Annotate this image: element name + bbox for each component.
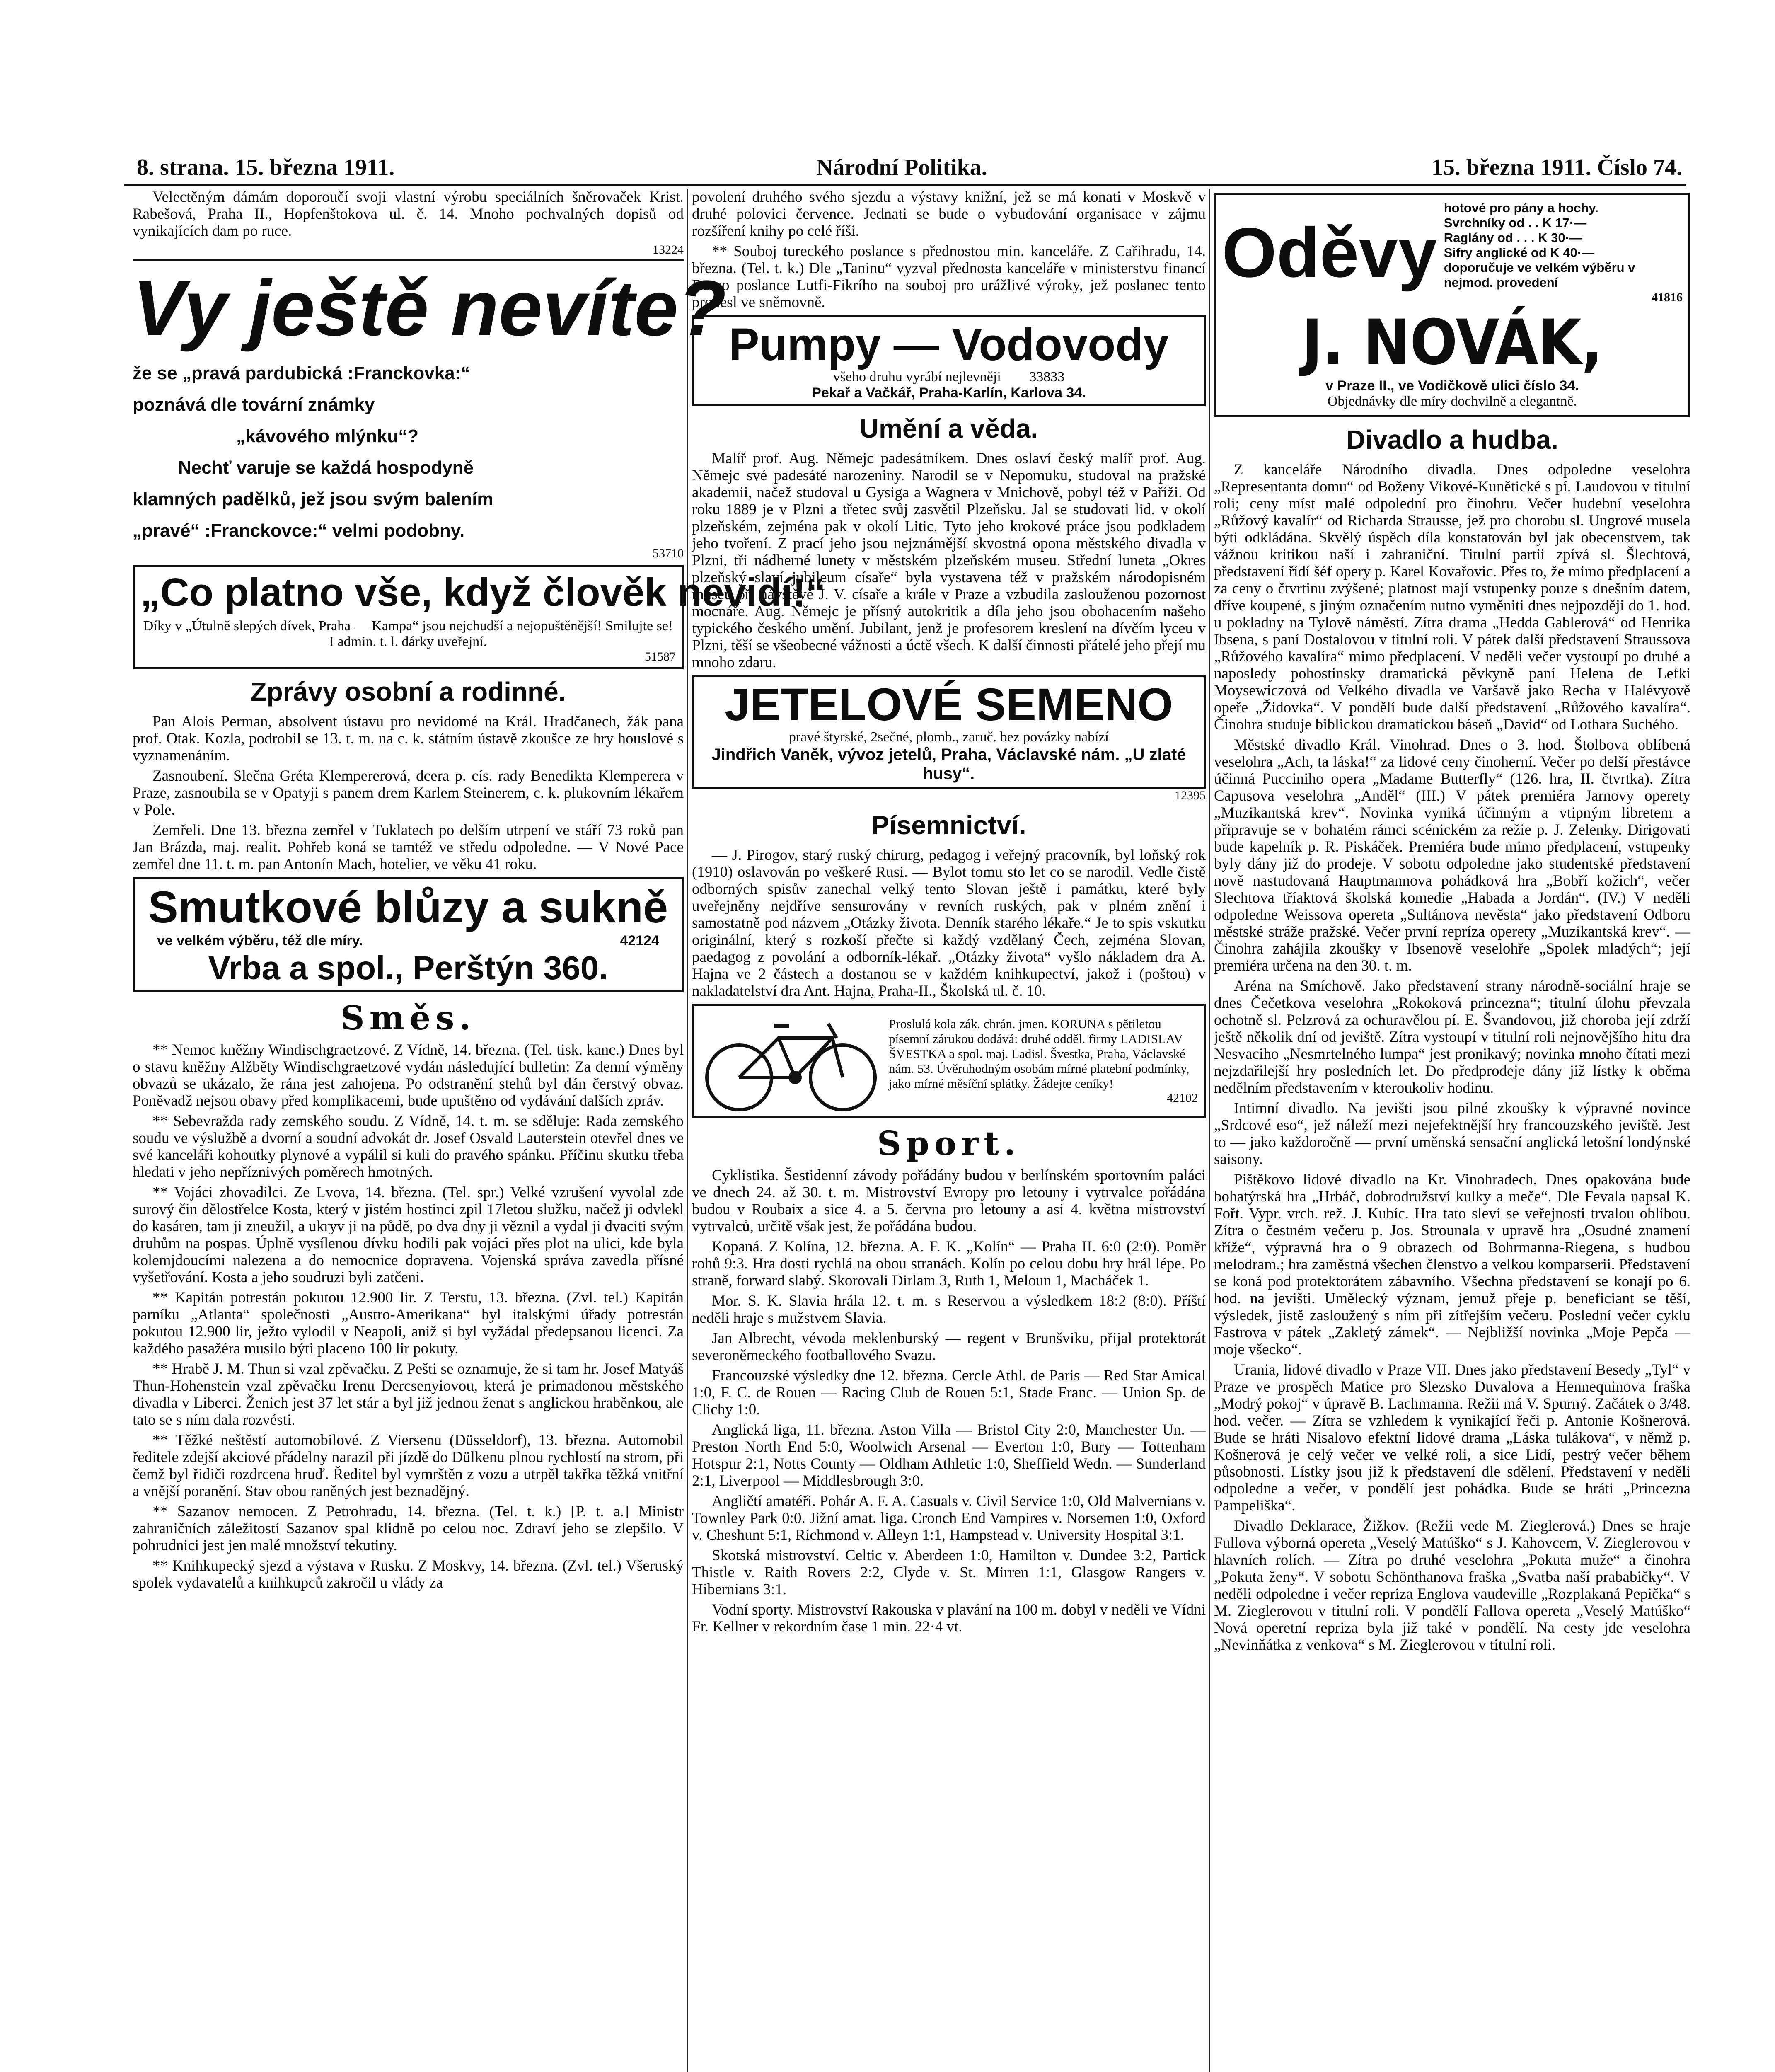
- section-title: Sport.: [877, 1124, 1021, 1163]
- article-paragraph: Vodní sporty. Mistrovství Rakouska v plavání na 100 m. dobyl v neděli ve Vídni Fr. Kellner v rekordním čase 1 min. 22·4 vt.: [692, 1601, 1206, 1635]
- article-paragraph: Intimní divadlo. Na jevišti jsou pilné zkoušky k výpravné novince „Srdcové eso“, jež náleží mezi nejefektnější hry francouzského jeviště. Jest to — jako každoročně — první uměnská sensační anglická letošní londýnské saisony.: [1214, 1100, 1690, 1168]
- ad-headline: Pumpy — Vodovody: [729, 319, 1169, 370]
- article-paragraph: ** Nemoc kněžny Windischgraetzové. Z Vídně, 14. března. (Tel. tisk. kanc.) Dnes byl o stavu kněžny Alžběty Windischgraetzové vydán následující bulletin: Za denní výměny obvazů se ukázalo, že rána jest zahojena. Po odstranění stehů byl dán čerstvý obvaz. Poněvadž nejsou obavy před komplikacemi, bude upuštěno od vydávání dalších zpráv.: [133, 1041, 684, 1109]
- clover-seed-ad: [692, 675, 1206, 789]
- clothing-ad: [1214, 193, 1690, 417]
- ad-subline: všeho druhu vyrábí nejlevněji: [833, 369, 1001, 385]
- section-title: Umění a věda.: [859, 414, 1038, 443]
- ad-subline: pravé štyrské, 2sečné, plomb., zaruč. bez povázky nabízí: [788, 729, 1109, 745]
- ad-address: v Praze II., ve Vodičkově ulici číslo 34.: [1325, 378, 1579, 394]
- bicycle-ad: [692, 1004, 1206, 1118]
- ad-text: Proslulá kola zák. chrán. jmen. KORUNA s pětiletou písemní zárukou dodává: druhé odděl. firmy LADISLAV ŠVESTKA a spol. maj. Ladisl. Švestka, Praha, Václavské nám. 53. Úvěruhodným osobám mírné platební podmínky, jako mírné měsíční splátky. Žádejte ceníky!: [889, 1017, 1190, 1091]
- column-2: [692, 189, 1206, 2072]
- header-left: 8. strana. 15. března 1911.: [137, 155, 395, 180]
- ad-subline: ve velkém výběru, též dle míry.: [157, 933, 363, 949]
- article-paragraph: Městské divadlo Král. Vinohrad. Dnes o 3. hod. Štolbova oblíbená veselohra „Ach, ta láska!“ za lidové ceny činoherní. Večer po delší přestávce účinná Pucciniho opera „Madame Butterfly“ (126. hra, II. čtvrtka). Zítra Capusova veselohra „Anděl“ (III.) V pátek premiéra Jarnovy operety „Muzikantská krev“. Novinka vyniká účinným a vtipným libretem a připravuje se v bohatém rámci scénickém za režie p. J. Zelenky. Dirigovati bude kapelník p. R. Piskáček. Premiéra bude mimo předplacení, vstupenky byly dány již do prodeje. V sobotu odpoledne jako studentské představení nově nastudovaná Hauptmannova pohádková hra „Bobří kožich“, večer Slechtova tříaktová školská komedie „Habada a Jordán“. (IV.) V neděli odpoledne Weissova opereta „Sultánova nevěsta“ jako představení Odboru městské stráže pražské. Večer první repríza operety „Muzikantská krev“. — Činohra zahájila zkoušky v Ibsenově veselohře „Spolek mladých“; její premiéra určena na den 30. t. m.: [1214, 736, 1690, 974]
- article-paragraph: ** Těžké neštěstí automobilové. Z Viersenu (Düsseldorf), 13. března. Automobil ředitele zdejší akciové přádelny narazil při jízdě do Dülkenu plnou rychlostí na strom, při čemž byl řidiči rozdrcena hruď. Ředitel byl vymrštěn z vozu a utrpěl takřka těžká vnitřní a vnější poranění. Stav obou raněných jest beznadějný.: [133, 1432, 684, 1500]
- section-title: Směs.: [340, 998, 476, 1037]
- ad-firm: Jindřich Vaněk, vývoz jetelů, Praha, Václavské nám. „U zlaté husy“.: [711, 746, 1186, 783]
- ad-number: 51587: [645, 650, 676, 663]
- header-center: Národní Politika.: [816, 155, 987, 180]
- pumps-ad: [692, 315, 1206, 406]
- article-paragraph: ** Knihkupecký sjezd a výstava v Rusku. Z Moskvy, 14. března. (Zvl. tel.) Všeruský spolek vydavatelů a knihkupců zakročil u vlády za: [133, 1557, 684, 1591]
- article-paragraph: Pan Alois Perman, absolvent ústavu pro nevidomé na Král. Hradčanech, žák pana prof. Otak. Kozla, podrobil se 13. t. m. na c. k. státním ústavě zkoušce ze hry houslové s vyznamenáním.: [133, 713, 684, 764]
- article-paragraph: Cyklistika. Šestidenní závody pořádány budou v berlínském sportovním paláci ve dnech 24. až 30. t. m. Mistrovství Evropy pro letouny i vytrvalce pořádána budou v Roubaix a sice 4. a 5. června pro letouny a asi 4. května mistrovství vytrvalců, určitě však jest, že pořádána budou.: [692, 1167, 1206, 1235]
- article-paragraph: ** Kapitán potrestán pokutou 12.900 lir. Z Terstu, 13. března. (Zvl. tel.) Kapitán parníku „Atlanta“ společnosti „Austro-Amerikana“ byl italskými úřady potrestán pokutou 12.900 lir, ježto vylodil v Neapoli, aniž si byl vyžádal předepsanou licenci. Za každého pasažéra musilo býti placeno 100 lir pokuty.: [133, 1289, 684, 1357]
- article-paragraph: Divadlo Deklarace, Žižkov. (Režii vede M. Zieglerová.) Dnes se hraje Fullova výborná opereta „Veselý Matúško“ s J. Kahovcem, V. Zieglerovou v hlavních rolích. — Zítra po druhé veselohra „Pokuta muže“ a činohra „Pokuta ženy“. V sobotu Schönthanova fraška „Svatba naší prababičky“. V neděli odpoledne i večer repriza Englova vaudeville „Rozplakaná Pepička“ s M. Zieglerovou v titulní roli. V pondělí Fallova opereta „Veselý Matúško“ Nová operetní repriza byla již také v pondělí. Na cesty jde veselohra „Nevinňátka z venkova“ s M. Zieglerovou v titulní roli.: [1214, 1518, 1690, 1653]
- article-paragraph: Kopaná. Z Kolína, 12. března. A. F. K. „Kolín“ — Praha II. 6:0 (2:0). Poměr rohů 9:3. Hra dosti rychlá na obou stranách. Kolín po celou dobu hry hrál lépe. Po straně, forward slabý. Skorovali Dirlam 3, Ruth 1, Meloun 1, Macháček 1.: [692, 1238, 1206, 1289]
- header-right: 15. března 1911. Číslo 74.: [1431, 155, 1682, 180]
- article-paragraph: Angličtí amatéři. Pohár A. F. A. Casuals v. Civil Service 1:0, Old Malvernians v. Townley Park 0:0. Jižní amat. liga. Cronch End Vampires v. Norsemen 1:0, Oxford v. Cheshunt 5:1, Richmond v. Alleyn 1:1, Hampstead v. University Hospital 3:1.: [692, 1493, 1206, 1544]
- ad-number: 53710: [653, 547, 684, 560]
- bicycle-icon: [700, 1009, 882, 1113]
- article-paragraph: povolení druhého svého sjezdu a výstavy knižní, jež se má konati v Moskvě v druhé polovici července. Jednati se bude o vybudování organisace v zájmu rozšíření knihy po celé říši.: [692, 189, 1206, 240]
- ad-number: 12395: [1175, 789, 1206, 802]
- ad-line: „kávového mlýnku“?: [236, 426, 419, 446]
- mourning-blouses-ad: [133, 877, 684, 992]
- ad-line: Svrchníky od . . K 17·—: [1444, 215, 1587, 230]
- article-paragraph: ** Hrabě J. M. Thun si vzal zpěvačku. Z Pešti se oznamuje, že si tam hr. Josef Matyáš Thun-Hohenstein vzal zpěvačku Irenu Dercsenyiovou, která je primadonou městského divadla v Liberci. Ženich jest 37 let stár a byl již jednou ženat s anglickou hraběnkou, ale tato se s ním dala rozvésti.: [133, 1360, 684, 1428]
- page-header: [137, 154, 1682, 183]
- notice-rabesova: Velectěným dámám doporoučí svoji vlastní výrobu speciálních šněrovaček Krist. Rabešová, Praha II., Hopfenštokova ul. č. 14. Mnoho pochvalných dopisů od vynikajících dam po ruce.: [133, 189, 684, 240]
- ad-line: že se „pravá pardubická :Franckovka:“: [133, 363, 470, 383]
- article-paragraph: Pištěkovo lidové divadlo na Kr. Vinohradech. Dnes opakována bude bohatýrská hra „Hrbáč, dobrodružství kulky a meče“. Dle Fevala napsal K. Fořt. Vypr. vrch. rež. J. Kubíc. Hra tato sleví se veřejnosti trvalou oblibou. Zítra o čestném večeru p. Jos. Strounala v upravě hra „Osudné znamení kříže“, výpravná hra o 9 obrazech od Bohrmanna-Riegena, s hudbou melodram.; hra zaměstná všechen členstvo a velkou komparserii. Představení se koná pod protektorátem zábavního. Všechna představení se konají po 6. hod. na jevišti. Umělecký význam, jemuž přeje p. beneficiant se těší, výsledek, jistě zasloužený s ním při zítřejším večeru. Poslední večer cyklu Fastrova v pátek „Zakletý zámek“. — Nejbližší novinka „Moje Pepča — moje všecko“.: [1214, 1171, 1690, 1358]
- article-paragraph: ** Sebevražda rady zemského soudu. Z Vídně, 14. t. m. se sděluje: Rada zemského soudu ve výslužbě a dvorní a soudní advokát dr. Josef Osvald Lauterstein otevřel dnes ve své kanceláři kohoutky plynové a vypálil si kuli do pravého spánku. Příčinu skutku třeba hledati v jeho nepříznivých poměrech hmotných.: [133, 1113, 684, 1181]
- section-title: Zprávy osobní a rodinné.: [250, 677, 566, 707]
- article-paragraph: Francouzské výsledky dne 12. března. Cercle Athl. de Paris — Red Star Amical 1:0, F. C. de Rouen — Racing Club de Rouen 5:1, Stade Franc. — Union Sp. de Clichy 1:0.: [692, 1367, 1206, 1418]
- article-paragraph: Malíř prof. Aug. Němejc padesátníkem. Dnes oslaví český malíř prof. Aug. Němejc své padesáté narozeniny. Narodil se v Nepomuku, studoval na pražské akademii, načež studoval u Gysiga a Wagnera v Mnichově, pobyl též v Paříži. Od roku 1889 je v Plzni a třetec svůj zasvětil Plzeňsku. Jal se studovati lid. v okolí plzeňském, zejména pak v okolí Litic. Tyto jeho krokové práce jsou podkladem jeho tvoření. Z prací jeho jsou nejznámější skvostná opona městského divadla v Plzni, tři nádherné lunety v městském plzeňském museu. Střední luneta „Okres plzeňský slaví jubileum císaře“ byla vystavena též v pražském národopisném museu při návštěvě J. V. císaře a krále v Praze a vzbudila zaslouženou pozornost mocnáře. Aug. Němejc je přísný autokritik a díla jeho jsou obohacením našeho typického českého umění. Jubilant, jenž je profesorem kreslení na dívčím lyceu v Plzni, těší se všeobecné vážnosti a úctě všech. K další činnosti přátelé jeho přejí mu mnoho zdaru.: [692, 450, 1206, 671]
- column-divider: [1209, 189, 1210, 2072]
- ad-firm: Pekař a Vačkář, Praha-Karlín, Karlova 34.: [812, 385, 1086, 401]
- ad-text: Díky v „Útulně slepých dívek, Praha — Kampa“ jsou nejchudší a nejopuštěnější! Smilujte se! I admin. t. l. dárky uveřejní.: [143, 618, 673, 649]
- ad-number: 42102: [1167, 1091, 1198, 1105]
- ad-number: 33833: [1029, 369, 1065, 385]
- ad-line: hotové pro pány a hochy.: [1444, 201, 1598, 215]
- blind-girls-ad: [133, 565, 826, 669]
- franckovka-ad: [133, 264, 726, 561]
- ad-line: Nechť varuje se každá hospodyně: [178, 457, 474, 478]
- ad-headline: JETELOVÉ SEMENO: [725, 679, 1173, 730]
- ad-headline: Vy ještě nevíte?: [133, 264, 726, 352]
- ad-line: Sifry anglické od K 40·—: [1444, 245, 1595, 260]
- ad-firm: Vrba a spol., Perštýn 360.: [208, 949, 608, 986]
- ad-headline: „Co platno vše, když člověk nevidí!“: [140, 570, 826, 615]
- article-paragraph: Z kanceláře Národního divadla. Dnes odpoledne veselohra „Representanta domu“ od Boženy Vikové-Kunětické s pí. Laudovou v titulní roli; ceny míst malé odpolední pro činohru. Večer hudební veselohra „Růžový kavalír“ od Richarda Strausse, jež pro chorobu sl. Ungrové musela býti odkládána. Skvělý úspěch díla konstatován byl jak obecenstvem, tak vážnou kritikou naší i zahraniční. Titulní partii zpívá sl. Šlechtová, představení řídí šéf opery p. Karel Kovařovic. Přes to, že mimo předplacení a za ceny o čtvrtinu zvýšené; platnost mají vstupenky pouze s dnešním datem, dříve koupené, s jiným označením nutno vyměniti dnes nejpozději do 1. hod. u pokladny na Tylově náměstí. Zítra drama „Hedda Gablerová“ od Henrika Ibsena, s paní Dostalovou v titulní roli. V pátek další představení Straussova „Růžového kavalíra“ mimo předplacení. V neděli večer vystoupí po druhé a naposledy pohostinsky dramatická pěvkyně paní Helena de Lefki Moysewiczová od Velkého divadla ve Varšavě jako Recha v Halévyově opeře „Židovka“. V pondělí bude další představení „Růžového kavalíra“. Činohra studuje biblickou dramatickou báseň „David“ od Lothara Suchého.: [1214, 461, 1690, 733]
- ad-firm: J. NOVÁK,: [1301, 307, 1603, 379]
- article-paragraph: Aréna na Smíchově. Jako představení strany národně-sociální hraje se dnes Čečetkova veselohra „Rokoková princezna“; titulní úlohu převzala ochotně sl. Pelzrová za ochuravělou pí. E. Švandovou, již choroba její zdrží ještě několik dní od jeviště. Zítra vystoupí v titulní roli nejnovějšího hitu dra Nesvaciho „Nesmrtelného lumpa“ jest pronikavý; novinka mnoho čítati mezi nejzdařilejší hry posledních let. Do předprodeje dány již lístky k oběma nedělním představením v kteroukoliv hodinu.: [1214, 978, 1690, 1097]
- ad-headline: Oděvy: [1222, 213, 1437, 292]
- article-paragraph: ** Sazanov nemocen. Z Petrohradu, 14. března. (Tel. t. k.) [P. t. a.] Ministr zahraničních záležitostí Sazanov spal klidně po celou noc. Zdraví jeho se zlepšilo. V pohrudnici jest jen malé množství tekutiny.: [133, 1503, 684, 1554]
- ad-note: Objednávky dle míry dochvilně a elegantně.: [1327, 394, 1577, 409]
- article-paragraph: Jan Albrecht, vévoda meklenburský — regent v Brunšviku, přijal protektorát severoněmeckého footballového Svazu.: [692, 1330, 1206, 1364]
- column-1: [133, 189, 826, 2072]
- article-paragraph: — J. Pirogov, starý ruský chirurg, pedagog i veřejný pracovník, byl loňský rok (1910) oslavován po veškeré Rusi. — Bylot tomu sto let co se narodil. Vedle čistě odborných spisův zanechal velký tento Slovan ještě i památku, které byly uveřejněny nejdříve sensurovány v revních ruských, pak v plném znění i samostatně pod názvem „Otázky života. Denník starého lékaře.“ Je to spis vskutku originální, který s rozkoší přečte si každý vzdělaný Čech, zejména Slovan, paedagog z povolání a odborník-lékař. „Otázky života“ vyšlo nákladem dra A. Hajna ve 2 částech a dostanou se v každém knihkupectví, jakož i (poštou) v nakladatelství dra Ant. Hajna, Praha-II., Školská ul. č. 10.: [692, 847, 1206, 1000]
- column-divider: [687, 189, 688, 2072]
- ad-line: klamných padělků, jež jsou svým balením: [133, 489, 493, 509]
- ad-line: Raglány od . . . K 30·—: [1444, 230, 1582, 245]
- ad-number: 42124: [620, 933, 659, 949]
- article-paragraph: Zemřeli. Dne 13. března zemřel v Tuklatech po delším utrpení ve stáří 73 roků pan Jan Brázda, maj. realit. Pohřeb koná se tamtéž ve středu odpoledne. — V Nové Pace zemřel dne 11. t. m. pan Antonín Mach, hotelier, ve věku 41 roku.: [133, 822, 684, 873]
- ad-headline: Smutkové blůzy a sukně: [148, 882, 668, 932]
- header-rule: [124, 184, 1686, 186]
- article-paragraph: Zasnoubení. Slečna Gréta Klempererová, dcera p. cís. rady Benedikta Klemperera v Praze, zasnoubila se v Opatyji s panem drem Karlem Steinerem, c. k. plukovním lékařem v Pole.: [133, 767, 684, 818]
- ad-line: poznává dle tovární známky: [133, 395, 375, 415]
- article-paragraph: Urania, lidové divadlo v Praze VII. Dnes jako představení Besedy „Tyl“ v Praze ve prospěch Matice pro Slezsko Duvalova a Hennequinova fraška „Modrý pokoj“ v úpravě B. Lachmanna. Režii má V. Spurný. Začátek o 3/48. hod. večer. — Zítra se vzhledem k vynikající řeči p. Antonie Košnerová. Bude se hráti Nisalovo efektní lidové drama „Láska tulákova“, v němž p. Košnerová je celý večer ve velké roli, a sice Lidí, pestrý večer během působnosti. Lístky jsou již k představení dle sdělení. Představení v neděli odpoledne a večer, v pondělí jest pohádka. Bude se hráti „Princezna Pampeliška“.: [1214, 1361, 1690, 1514]
- article-paragraph: ** Vojáci zhovadilci. Ze Lvova, 14. března. (Tel. spr.) Velké vzrušení vyvolal zde surový čin dělostřelce Kosta, který v jistém hostinci zpil 17letou služku, načež ji odvlekl do kasáren, tam ji zneužil, a ukryv ji na půdě, po dva dny ji věznil a vydal ji dvaciti svým druhům na pospas. Úplně vysílenou dívku hodili pak vojáci přes plot na ulici, kde byla kolemjdoucími nalezena a do nemocnice dopravena. Vojenská správa zavedla přísné vyšetřování. Kosta a jeho soudruzi byli zatčeni.: [133, 1184, 684, 1286]
- notice-number: 13224: [653, 243, 684, 257]
- section-title: Písemnictví.: [871, 810, 1026, 840]
- article-paragraph: ** Souboj tureckého poslance s přednostou min. kanceláře. Z Cařihradu, 14. března. (Tel. t. k.) Dle „Taninu“ vyzval přednosta kanceláře v ministerstvu financí Russo poslance Lutfi-Fikrího na souboj pro urážlivé výroky, jež poslanec tento pronesl ve sněmovně.: [692, 243, 1206, 311]
- article-paragraph: Mor. S. K. Slavia hrála 12. t. m. s Reservou a výsledkem 18:2 (8:0). Příští neděli hraje s mužstvem Slavia.: [692, 1293, 1206, 1326]
- ad-number: 41816: [1652, 290, 1683, 304]
- article-paragraph: Skotská mistrovství. Celtic v. Aberdeen 1:0, Hamilton v. Dundee 3:2, Partick Thistle v. Raith Rovers 2:2, Clyde v. St. Mirren 1:1, Glasgow Rangers v. Hibernians 3:1.: [692, 1547, 1206, 1598]
- section-title: Divadlo a hudba.: [1346, 425, 1559, 455]
- ad-line: doporučuje ve velkém výběru v nejmod. provedení: [1444, 260, 1635, 290]
- ad-line: „pravé“ :Franckovce:“ velmi podobny.: [133, 520, 465, 541]
- article-paragraph: Anglická liga, 11. března. Aston Villa — Bristol City 2:0, Manchester Un. — Preston North End 5:0, Woolwich Arsenal — Everton 1:0, Bury — Tottenham Hotspur 2:1, Notts County — Oldham Athletic 1:0, Sheffield Wedn. — Sunderland 2:1, Liverpool — Middlesbrough 3:0.: [692, 1421, 1206, 1489]
- column-3: [1214, 189, 1690, 2072]
